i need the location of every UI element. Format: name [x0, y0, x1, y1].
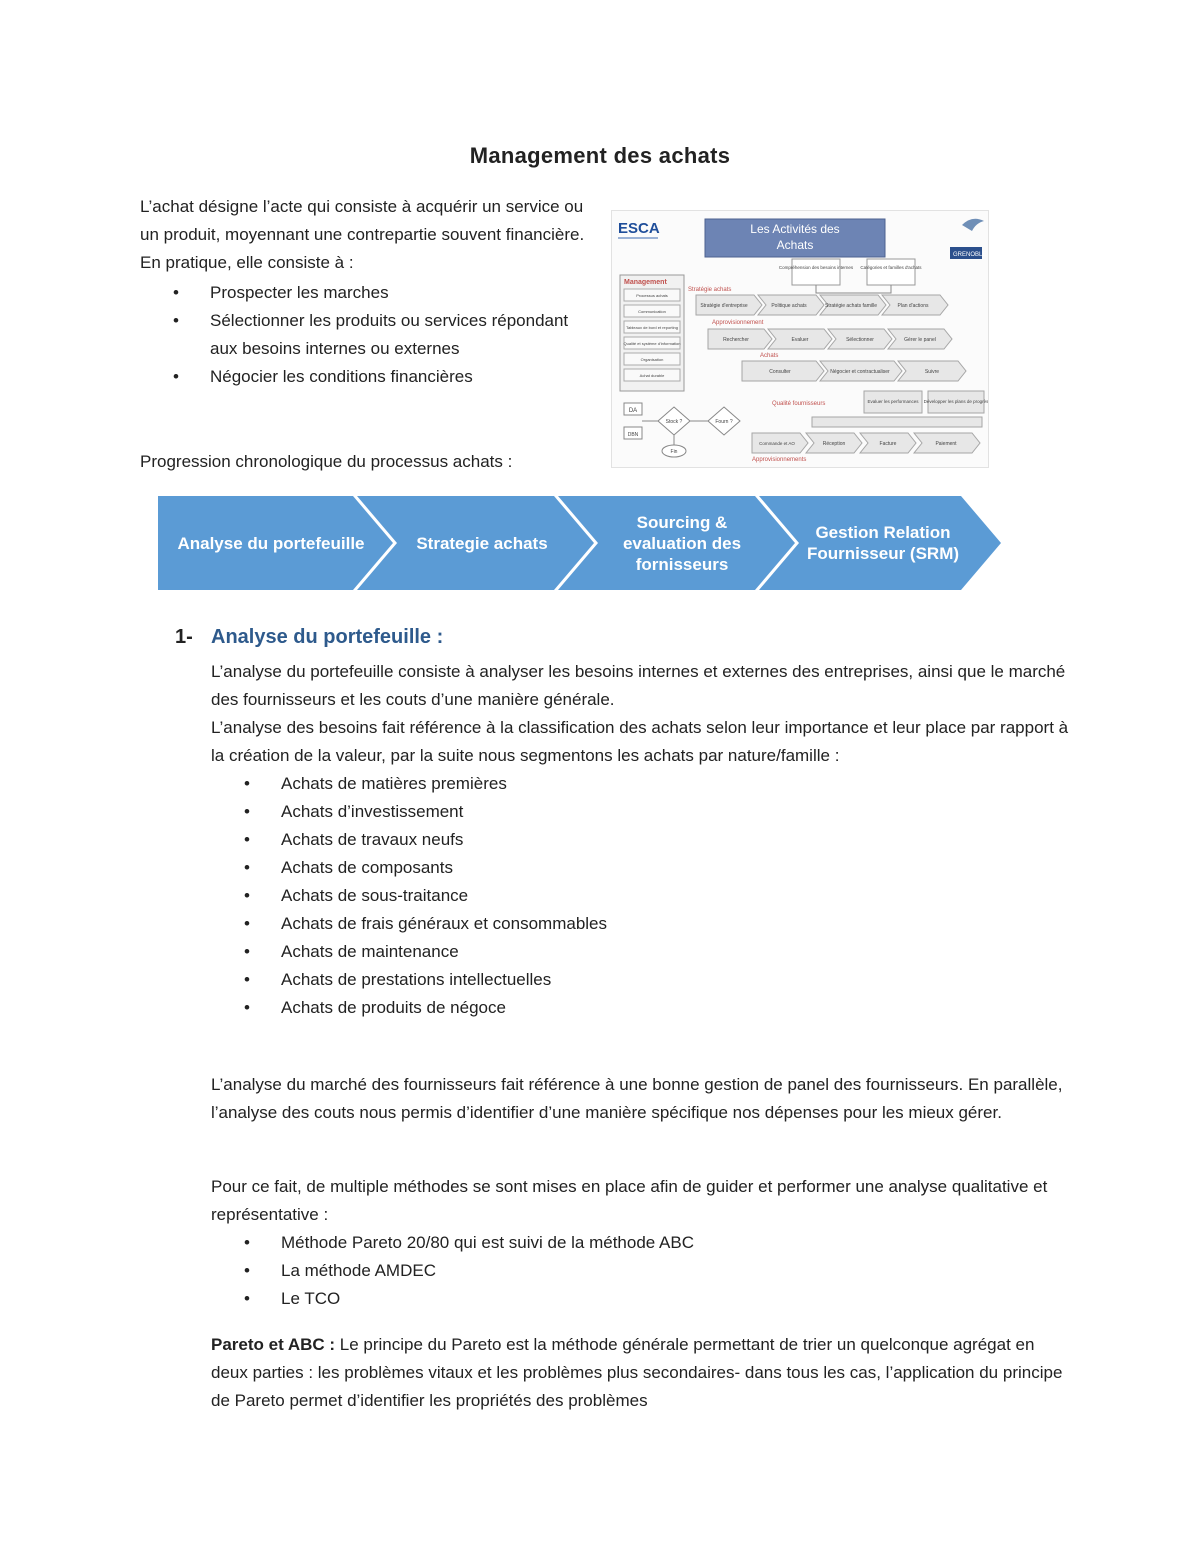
- section-1-body: [211, 658, 1071, 1022]
- section-1-heading-block: [175, 626, 1075, 649]
- page-title: Management des achats: [469, 143, 731, 168]
- list-item: • Achats de matières premières: [211, 770, 1071, 798]
- list-item: • Achats de travaux neufs: [211, 826, 1071, 854]
- pareto-label: Pareto et ABC :: [211, 1335, 336, 1354]
- paragraph: L’analyse du portefeuille consiste à analyser les besoins internes et externes des entreprises, ainsi que le marché des fournisseurs et les couts d’une manière générale.: [211, 662, 1066, 709]
- list-item: • Achats de maintenance: [211, 938, 1071, 966]
- left-item: Qualité et système d'information: [623, 341, 681, 346]
- row-step: Stratégie d'entreprise: [700, 303, 748, 309]
- row-step: Plan d'actions: [897, 303, 929, 309]
- row-label: Achats: [760, 353, 779, 359]
- row-label: Approvisionnement: [712, 320, 764, 326]
- paragraph: Pour ce fait, de multiple méthodes se sont mises en place afin de guider et performer une analyse qualitative et représentative :: [211, 1177, 1048, 1224]
- list-item: • Achats de produits de négoce: [211, 994, 1071, 1022]
- small-label: Fin: [670, 449, 678, 455]
- section-number: 1-: [175, 626, 193, 648]
- list-item: • Achats de composants: [211, 854, 1071, 882]
- list-item: • La méthode AMDEC: [211, 1257, 1071, 1285]
- list-item: • Achats de frais généraux et consommables: [211, 910, 1071, 938]
- list-item: • Négocier les conditions financières: [140, 363, 600, 391]
- row-step: Rechercher: [723, 337, 749, 343]
- small-label: DBN: [627, 432, 639, 438]
- row-step: Sélectionner: [846, 337, 874, 343]
- row-step: Facture: [879, 441, 897, 447]
- left-item: Tableaux de bord et reporting: [625, 325, 679, 330]
- process-chevrons: [158, 496, 1001, 590]
- purchasing-activities-figure: [611, 210, 989, 468]
- top-box-1: Compréhension des besoins internes: [778, 265, 854, 270]
- paragraph: L’analyse du marché des fournisseurs fait référence à une bonne gestion de panel des fournisseurs. En parallèle, l’analyse des couts nous permis d’identifier d’une manière spécifique nos dépenses pour les mieux gérer.: [211, 1075, 1063, 1122]
- row-step: Paiement: [935, 441, 957, 447]
- list-item: • Méthode Pareto 20/80 qui est suivi de la méthode ABC: [211, 1229, 1071, 1257]
- left-item: Communication: [638, 309, 666, 314]
- process-step-label: Strategie achats: [416, 533, 548, 553]
- row-step: Commande et AO: [759, 441, 795, 446]
- decision: Fourn ?: [715, 419, 733, 425]
- row-label: Stratégie achats: [688, 287, 732, 293]
- section-1-body-4: [211, 1331, 1071, 1415]
- row-step: Stratégie achats famille: [825, 303, 877, 309]
- pareto-paragraph: [211, 1331, 1071, 1415]
- decision: Stock ?: [665, 419, 683, 425]
- section-1-body-3: [211, 1173, 1071, 1313]
- grenoble-logo-text: GRENOBLE: [953, 252, 987, 258]
- row-label: Approvisionnements: [752, 457, 807, 463]
- row-step: Suivre: [924, 369, 940, 375]
- process-step-4: [759, 496, 1001, 590]
- figure-header-line2: Achats: [776, 238, 814, 252]
- pareto-text: Le principe du Pareto est la méthode générale permettant de trier un quelconque agrégat en deux parties : les problèmes vitaux et les problèmes plus secondaires- dans tous les cas, l’application du principe de Pareto permet d’identifier les propriétés des problèmes: [211, 1335, 1063, 1410]
- row-step: Evaluer: [791, 337, 809, 343]
- activities-diagram: [612, 211, 988, 467]
- row-step: Gérer le panel: [904, 337, 936, 343]
- left-item: Organisation: [640, 357, 664, 362]
- management-title: Management: [624, 279, 667, 286]
- section-title: Analyse du portefeuille :: [211, 626, 444, 648]
- list-item: • Sélectionner les produits ou services répondant aux besoins internes ou externes: [140, 307, 600, 363]
- left-item: Achat durable: [639, 373, 665, 378]
- row-step: Consulter: [769, 369, 791, 375]
- methods-list: [211, 1229, 1071, 1313]
- row-step: Développer les plans de progrès: [923, 399, 988, 404]
- intro-paragraph: L’achat désigne l’acte qui consiste à acquérir un service ou un produit, moyennant une contrepartie souvent financière. En pratique, elle consiste à :: [140, 197, 585, 272]
- section-heading: [175, 626, 1075, 649]
- list-item: • Achats de sous-traitance: [211, 882, 1071, 910]
- figure-header-line1: Les Activités des: [750, 222, 840, 236]
- section-1-body-2: [211, 1071, 1071, 1127]
- intro-bullet-list: [140, 279, 600, 391]
- process-step-label: Gestion Relation Fournisseur (SRM): [806, 523, 960, 563]
- row-label: Qualité fournisseurs: [772, 401, 826, 407]
- left-item: Processus achats: [636, 293, 668, 298]
- row-step: Politique achats: [771, 303, 807, 309]
- intro-block: [140, 193, 600, 391]
- list-item: • Achats de prestations intellectuelles: [211, 966, 1071, 994]
- process-step-label: Analyse du portefeuille: [177, 533, 365, 553]
- small-label: DA: [628, 408, 638, 414]
- progress-label: Progression chronologique du processus achats :: [140, 452, 513, 471]
- top-box-2: Catégories et familles d'achats: [860, 265, 922, 270]
- row-step: Réception: [822, 441, 846, 447]
- list-item: • Prospecter les marches: [140, 279, 600, 307]
- list-item: • Achats d’investissement: [211, 798, 1071, 826]
- list-item: • Le TCO: [211, 1285, 1071, 1313]
- row-step: Négocier et contractualiser: [830, 369, 890, 375]
- row-step: Evaluer les performances: [867, 399, 919, 404]
- paragraph: L’analyse des besoins fait référence à la classification des achats selon leur importance et leur place par rapport à la création de la valeur, par la suite nous segmentons les achats par nature/famille :: [211, 718, 1069, 765]
- esca-logo: ESCA: [618, 220, 660, 237]
- families-list: [211, 770, 1071, 1022]
- process-step-label: Sourcing & evaluation des fornisseurs: [622, 512, 742, 574]
